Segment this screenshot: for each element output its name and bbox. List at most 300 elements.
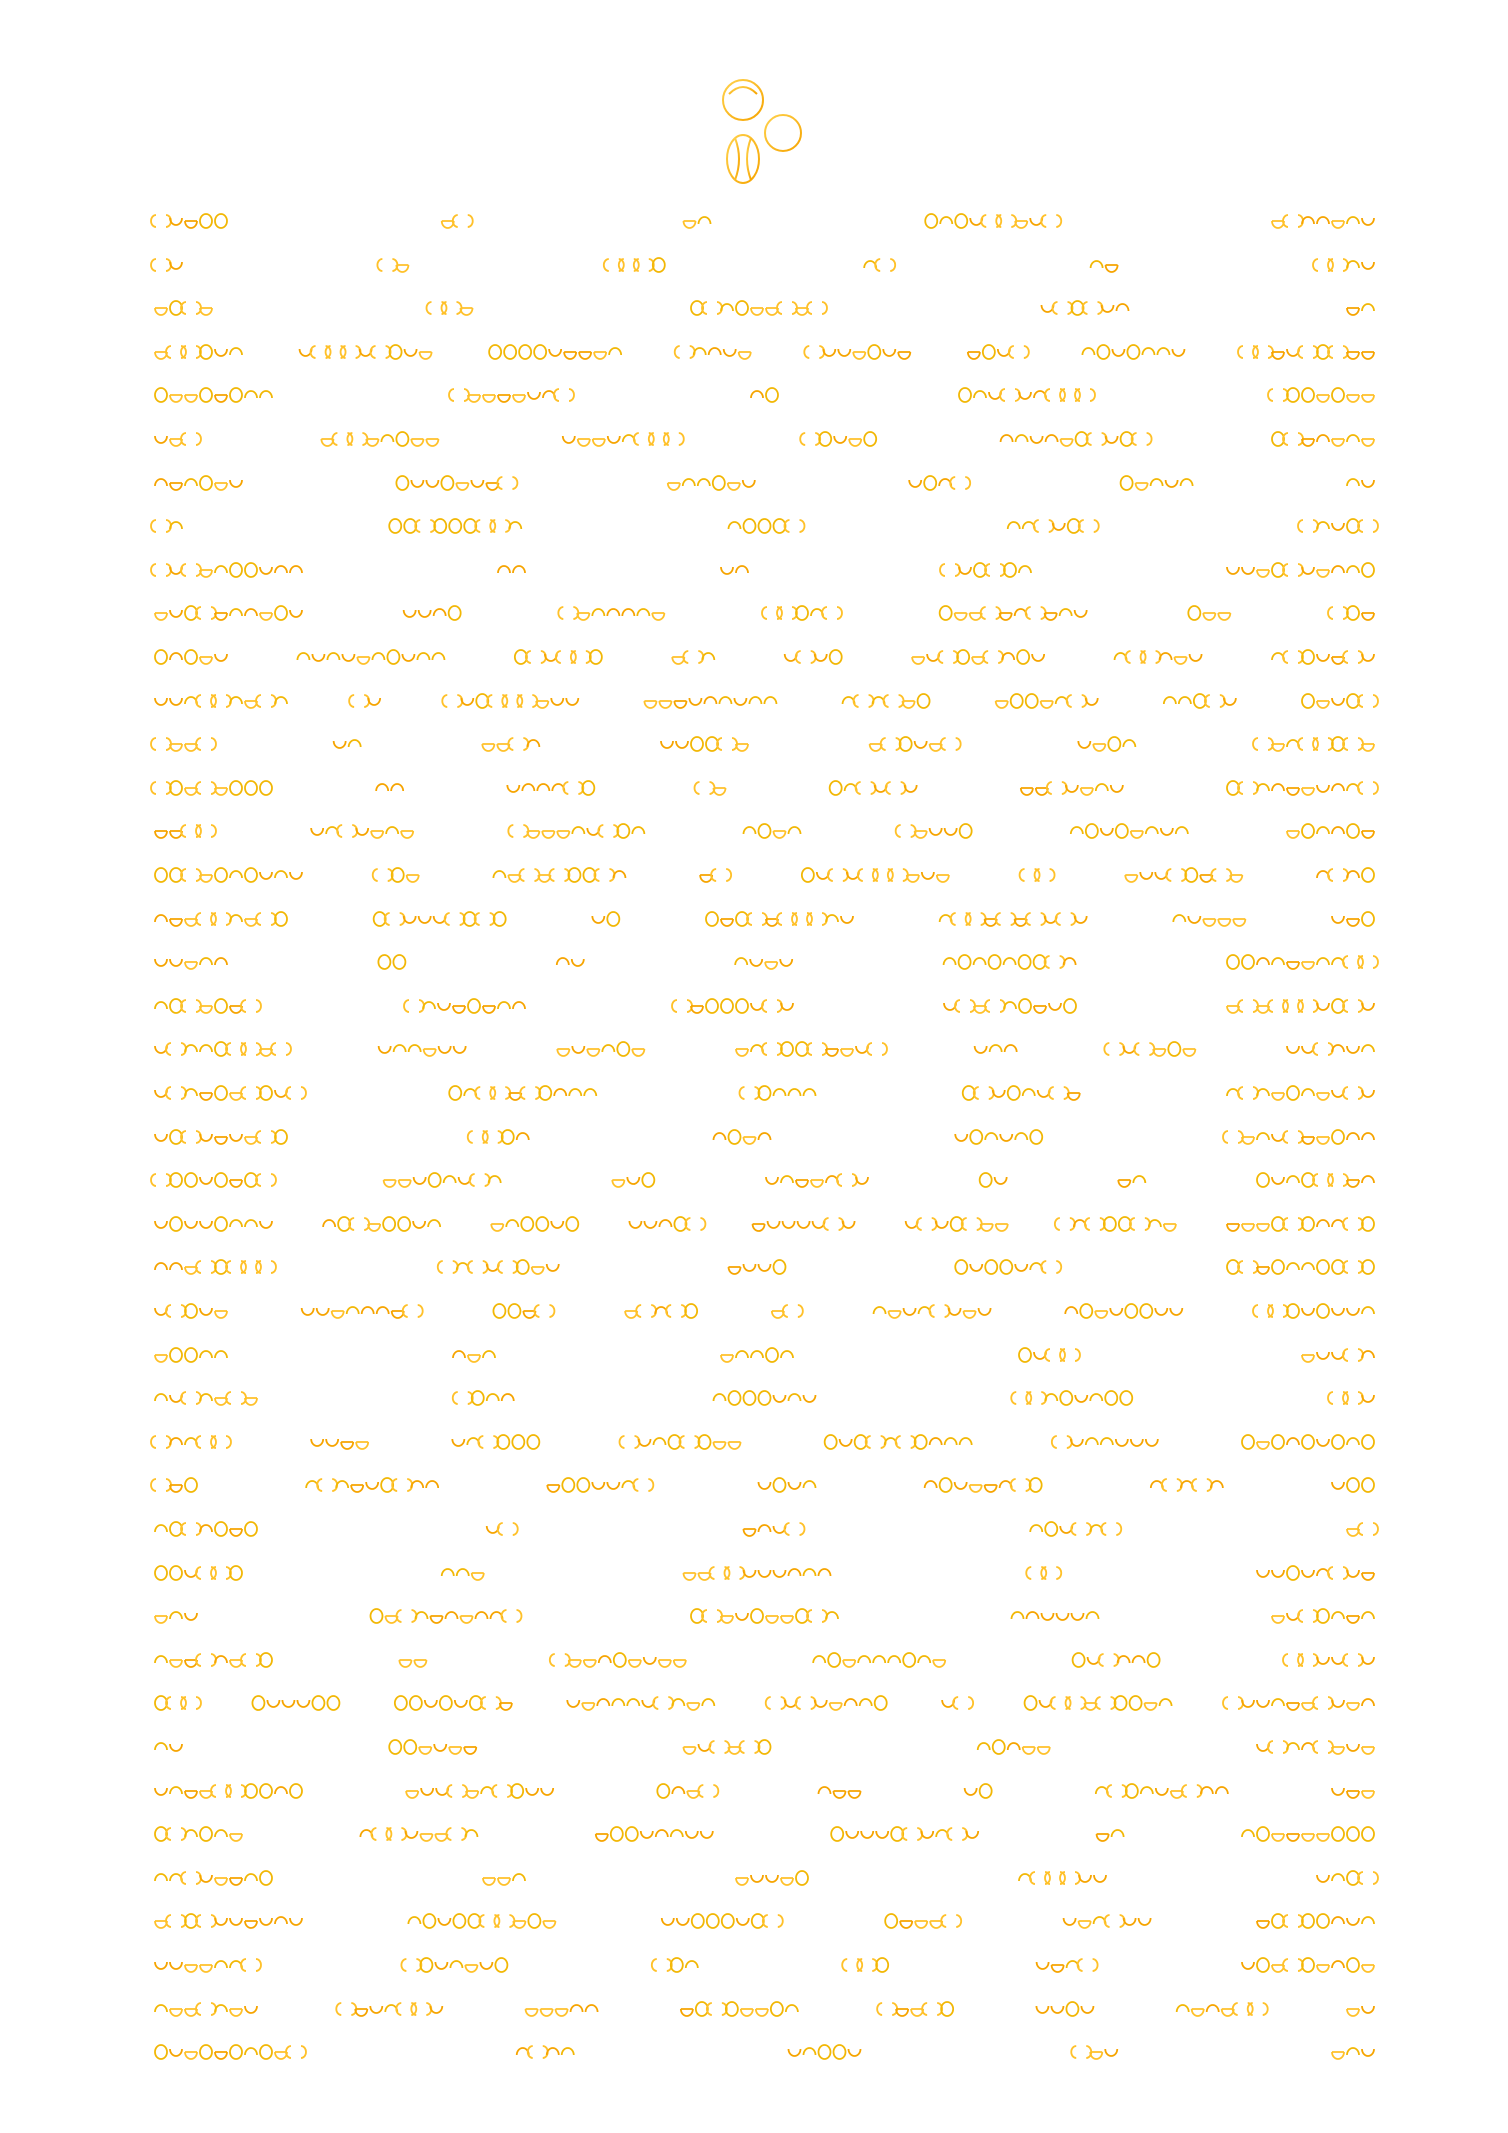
glyph-mark <box>744 1264 756 1271</box>
glyph-mark <box>736 1049 748 1056</box>
glyph-mark <box>980 1784 992 1798</box>
glyph-mark <box>1317 217 1329 224</box>
glyph-mark <box>200 1351 212 1358</box>
glyph-mark <box>981 607 1001 619</box>
glyph-mark <box>1078 741 1090 748</box>
glyph-mark <box>1298 346 1318 358</box>
glyph-mark <box>230 388 242 402</box>
glyph-mark <box>426 1481 438 1488</box>
glyph-mark <box>453 1392 473 1404</box>
glyph-mark <box>569 1089 581 1096</box>
glyph-mark <box>1036 2006 1048 2013</box>
glyph-mark <box>241 1654 261 1666</box>
glyph-mark <box>819 1787 831 1794</box>
glyph-mark <box>985 1000 1005 1012</box>
glyph-mark <box>230 1529 242 1536</box>
glyph-mark <box>1257 1173 1269 1187</box>
glyph-mark <box>804 346 824 358</box>
glyph-mark <box>837 1174 857 1186</box>
glyph-mark <box>1034 520 1054 532</box>
glyph-mark <box>498 1002 510 1009</box>
glyph-mark <box>1097 1834 1109 1841</box>
glyph-mark <box>825 1435 837 1449</box>
glyph-mark <box>1347 435 1359 442</box>
glyph-mark <box>200 1045 212 1052</box>
glyph-mark <box>439 1046 451 1053</box>
glyph-mark <box>391 784 403 791</box>
glyph-mark <box>789 1394 801 1401</box>
glyph-mark <box>587 1049 599 1056</box>
glyph-mark <box>155 479 167 486</box>
glyph-mark <box>471 480 483 487</box>
glyph-line <box>154 557 1376 583</box>
glyph-mark <box>151 1479 171 1491</box>
glyph-mark <box>632 1049 644 1056</box>
glyph-mark <box>753 1224 765 1231</box>
glyph-mark <box>438 1003 450 1010</box>
glyph-line <box>154 295 1376 321</box>
glyph-mark <box>735 958 747 965</box>
glyph-line <box>154 1429 1376 1455</box>
glyph-mark <box>966 1831 978 1838</box>
glyph-mark <box>297 653 309 660</box>
glyph-mark <box>922 872 934 879</box>
glyph-mark <box>1008 522 1020 529</box>
glyph-mark <box>661 741 673 748</box>
glyph-mark <box>1161 828 1173 835</box>
glyph-mark <box>1242 955 1254 969</box>
glyph-mark <box>1257 1442 1269 1449</box>
glyph-mark <box>1085 1218 1105 1230</box>
glyph-mark <box>170 483 182 490</box>
glyph-mark <box>1362 304 1374 311</box>
glyph-mark <box>542 831 554 838</box>
glyph-mark <box>1257 1827 1269 1841</box>
glyph-mark <box>241 1087 261 1099</box>
glyph-mark <box>759 1482 771 1489</box>
glyph-mark <box>1272 1616 1284 1623</box>
glyph-mark <box>737 1918 749 1925</box>
glyph-mark <box>611 1827 623 1841</box>
glyph-mark <box>215 1522 227 1536</box>
glyph-mark <box>170 1787 182 1794</box>
glyph-mark <box>1021 788 1033 795</box>
glyph-line <box>154 1560 1376 1586</box>
glyph-mark <box>875 1696 887 1710</box>
glyph-mark <box>644 1657 656 1664</box>
glyph-mark <box>925 1481 937 1488</box>
glyph-mark <box>1177 2005 1189 2012</box>
glyph-mark <box>389 1740 401 1754</box>
glyph-mark <box>1112 1830 1124 1837</box>
glyph-mark <box>1272 1699 1284 1706</box>
glyph-mark <box>267 1700 279 1707</box>
glyph-mark <box>751 1351 763 1358</box>
glyph-mark <box>736 566 748 573</box>
glyph-mark <box>840 1439 852 1446</box>
glyph-mark <box>185 1791 197 1798</box>
glyph-mark <box>1302 217 1314 224</box>
glyph-mark <box>405 1831 417 1838</box>
glyph-mark <box>714 1133 726 1140</box>
glyph-mark <box>1362 439 1374 446</box>
glyph-mark <box>1090 1394 1102 1401</box>
glyph-mark <box>747 913 767 925</box>
glyph-mark <box>960 824 972 838</box>
glyph-mark <box>215 1878 227 1885</box>
glyph-mark <box>410 1696 422 1710</box>
glyph-mark <box>729 1130 741 1144</box>
glyph-mark <box>383 1217 395 1231</box>
glyph-mark <box>613 871 625 878</box>
glyph-mark <box>271 1043 291 1055</box>
glyph-mark <box>941 738 961 750</box>
glyph-mark <box>230 1180 242 1187</box>
glyph-mark <box>215 654 227 661</box>
glyph-mark <box>702 1610 722 1622</box>
glyph-mark <box>414 1177 426 1184</box>
glyph-mark <box>398 1217 410 1231</box>
glyph-mark <box>1362 563 1374 577</box>
glyph-mark <box>275 1787 287 1794</box>
glyph-line <box>154 731 1376 757</box>
glyph-mark <box>873 1656 885 1663</box>
glyph-mark <box>596 1834 608 1841</box>
glyph-mark <box>498 1523 518 1535</box>
glyph-mark <box>417 653 429 660</box>
glyph-mark <box>861 1831 873 1838</box>
glyph-mark <box>155 831 167 838</box>
glyph-mark <box>1362 218 1374 225</box>
glyph-mark <box>1002 653 1014 660</box>
glyph-mark <box>1000 389 1020 401</box>
glyph-mark <box>196 782 216 794</box>
glyph-mark <box>181 564 201 576</box>
glyph-mark <box>409 1045 421 1052</box>
glyph-mark <box>674 1660 686 1667</box>
glyph-mark <box>155 915 167 922</box>
glyph-mark <box>151 1436 171 1448</box>
glyph-mark <box>1064 1918 1076 1925</box>
glyph-mark <box>170 1438 182 1445</box>
glyph-mark <box>789 827 801 834</box>
glyph-mark <box>366 1482 378 1489</box>
glyph-mark <box>170 1566 182 1580</box>
glyph-mark <box>389 519 401 533</box>
glyph-mark <box>399 1180 411 1187</box>
glyph-mark <box>1238 1261 1258 1273</box>
glyph-mark <box>245 868 257 882</box>
glyph-mark <box>830 1703 842 1710</box>
glyph-mark <box>1162 1479 1182 1491</box>
glyph-mark <box>884 695 904 707</box>
glyph-mark <box>940 606 952 620</box>
glyph-mark <box>404 610 416 617</box>
glyph-mark <box>260 2045 272 2059</box>
glyph-mark <box>1017 650 1029 664</box>
glyph-mark <box>1302 788 1314 795</box>
glyph-mark <box>170 522 182 529</box>
glyph-mark <box>1257 1921 1269 1928</box>
glyph-mark <box>1011 1479 1031 1491</box>
glyph-mark <box>781 1351 793 1358</box>
glyph-mark <box>1045 1522 1057 1536</box>
glyph-mark <box>1192 2009 1204 2016</box>
glyph-mark <box>572 827 584 834</box>
glyph-mark <box>1332 1874 1344 1881</box>
glyph-mark <box>1317 827 1329 834</box>
glyph-mark <box>815 1700 827 1707</box>
glyph-mark <box>1362 1478 1374 1492</box>
glyph-mark <box>849 439 861 446</box>
glyph-mark <box>900 1921 912 1928</box>
glyph-mark <box>245 781 257 795</box>
glyph-mark <box>1257 958 1269 965</box>
glyph-mark <box>551 698 563 705</box>
glyph-mark <box>807 1043 827 1055</box>
glyph-mark <box>1362 1791 1374 1798</box>
glyph-mark <box>686 1831 698 1838</box>
glyph-mark <box>592 1482 604 1489</box>
glyph-mark <box>868 345 880 359</box>
glyph-mark <box>783 1305 803 1317</box>
glyph-mark <box>744 519 756 533</box>
glyph-mark <box>652 613 664 620</box>
glyph-mark <box>686 1961 698 1968</box>
glyph-mark <box>260 1871 272 1885</box>
glyph-mark <box>1087 433 1107 445</box>
glyph-mark <box>1019 999 1031 1013</box>
glyph-mark <box>541 1788 553 1795</box>
glyph-mark <box>1287 1566 1299 1580</box>
glyph-mark <box>1071 2046 1091 2058</box>
glyph-mark <box>849 2049 861 2056</box>
glyph-mark <box>449 1747 461 1754</box>
glyph-mark <box>1317 1657 1329 1664</box>
glyph-mark <box>896 1436 916 1448</box>
glyph-mark <box>349 1218 369 1230</box>
glyph-mark <box>1049 1087 1069 1099</box>
glyph-mark <box>1317 785 1329 792</box>
glyph-mark <box>166 1087 186 1099</box>
glyph-mark <box>215 483 227 490</box>
glyph-mark <box>170 2049 182 2056</box>
glyph-mark <box>749 697 761 704</box>
glyph-mark <box>408 1917 420 1924</box>
glyph-mark <box>1332 916 1344 923</box>
glyph-mark <box>480 1962 492 1969</box>
glyph-mark <box>1362 1176 1374 1183</box>
glyph-mark <box>453 215 473 227</box>
glyph-mark <box>1362 912 1374 926</box>
glyph-mark <box>849 1791 861 1798</box>
glyph-mark <box>1086 698 1098 705</box>
glyph-line <box>154 1298 1376 1324</box>
glyph-mark <box>1097 345 1109 359</box>
glyph-mark <box>1066 785 1078 792</box>
glyph-mark <box>1287 1438 1299 1445</box>
glyph-mark <box>483 1351 495 1358</box>
glyph-mark <box>1032 654 1044 661</box>
glyph-mark <box>1146 1439 1158 1446</box>
glyph-mark <box>336 2003 356 2015</box>
glyph-line <box>154 949 1376 975</box>
glyph-mark <box>241 1000 261 1012</box>
glyph-mark <box>1257 1133 1269 1140</box>
glyph-mark <box>541 2009 553 2016</box>
glyph-mark <box>465 1830 477 1837</box>
glyph-mark <box>470 1174 490 1186</box>
glyph-mark <box>230 1134 242 1141</box>
glyph-mark <box>472 1573 484 1580</box>
glyph-mark <box>396 476 408 490</box>
glyph-line <box>154 208 1376 234</box>
glyph-mark <box>457 1569 469 1576</box>
glyph-mark <box>620 1436 640 1448</box>
glyph-mark <box>456 483 468 490</box>
glyph-mark <box>789 2049 801 2056</box>
glyph-mark <box>185 1830 197 1837</box>
glyph-mark <box>170 395 182 402</box>
glyph-line <box>154 470 1376 496</box>
glyph-mark <box>547 1264 559 1271</box>
glyph-line <box>154 688 1376 714</box>
glyph-mark <box>955 1260 967 1274</box>
glyph-mark <box>245 563 257 577</box>
glyph-mark <box>1332 1827 1344 1841</box>
glyph-line <box>154 1996 1376 2022</box>
glyph-mark <box>185 1045 197 1052</box>
glyph-mark <box>1049 1003 1061 1010</box>
glyph-mark <box>960 1438 972 1445</box>
glyph-mark <box>1358 1872 1378 1884</box>
glyph-mark <box>974 958 986 965</box>
glyph-mark <box>965 1788 977 1795</box>
glyph-mark <box>1242 1224 1254 1231</box>
glyph-mark <box>461 1616 473 1623</box>
glyph-mark <box>385 913 405 925</box>
glyph-mark <box>468 1261 488 1273</box>
glyph-mark <box>241 1959 261 1971</box>
glyph-mark <box>170 1348 182 1362</box>
glyph-mark <box>326 1439 338 1446</box>
glyph-mark <box>368 698 380 705</box>
glyph-mark <box>371 346 391 358</box>
glyph-mark <box>1253 738 1273 750</box>
glyph-mark <box>155 2005 167 2012</box>
glyph-mark <box>915 1921 927 1928</box>
glyph-mark <box>498 1261 518 1273</box>
glyph-mark <box>312 654 324 661</box>
glyph-mark <box>632 827 644 834</box>
glyph-mark <box>1317 1304 1329 1318</box>
glyph-line <box>154 1690 1376 1716</box>
glyph-mark <box>1358 782 1378 794</box>
glyph-mark <box>889 1311 901 1318</box>
glyph-mark <box>230 871 242 878</box>
glyph-mark <box>519 345 531 359</box>
glyph-mark <box>498 395 510 402</box>
glyph-mark <box>416 1612 428 1619</box>
glyph-mark <box>527 1435 539 1449</box>
glyph-mark <box>824 1218 844 1230</box>
glyph-mark <box>196 1915 216 1927</box>
glyph-mark <box>826 1612 838 1619</box>
glyph-mark <box>572 959 584 966</box>
glyph-mark <box>185 395 197 402</box>
glyph-mark <box>151 520 171 532</box>
glyph-mark <box>495 1958 507 1972</box>
glyph-mark <box>185 962 197 969</box>
glyph-mark <box>260 567 272 574</box>
glyph-mark <box>1079 520 1099 532</box>
glyph-mark <box>419 916 431 923</box>
glyph-mark <box>1179 697 1191 704</box>
glyph-mark <box>962 1218 982 1230</box>
glyph-mark <box>781 1176 793 1183</box>
glyph-mark <box>831 1827 843 1841</box>
glyph-line <box>154 1385 1376 1411</box>
glyph-mark <box>435 1962 447 1969</box>
glyph-mark <box>1313 1043 1333 1055</box>
glyph-mark <box>181 1523 201 1535</box>
glyph-mark <box>151 259 171 271</box>
glyph-mark <box>1071 827 1083 834</box>
glyph-mark <box>1317 654 1329 661</box>
glyph-mark <box>1055 1218 1075 1230</box>
glyph-mark <box>556 2009 568 2016</box>
glyph-mark <box>1272 784 1284 791</box>
glyph-mark <box>196 1261 216 1273</box>
glyph-mark <box>336 1481 348 1488</box>
glyph-mark <box>577 1478 589 1492</box>
glyph-mark <box>1332 1788 1344 1795</box>
glyph-mark <box>854 695 874 707</box>
glyph-mark <box>215 395 227 402</box>
glyph-mark <box>1283 564 1303 576</box>
glyph-mark <box>617 1042 629 1056</box>
glyph-mark <box>1072 1613 1084 1620</box>
glyph-mark <box>413 1221 425 1228</box>
glyph-mark <box>830 650 842 664</box>
glyph-line <box>154 339 1376 365</box>
glyph-mark <box>1026 694 1038 708</box>
glyph-mark <box>327 653 339 660</box>
glyph-mark <box>1182 1785 1202 1797</box>
glyph-mark <box>1175 657 1187 664</box>
glyph-mark <box>1317 1220 1329 1227</box>
glyph-mark <box>856 782 876 794</box>
glyph-mark <box>1091 261 1103 268</box>
glyph-mark <box>774 1260 786 1274</box>
glyph-mark <box>756 2009 768 2016</box>
glyph-mark <box>226 1392 246 1404</box>
glyph-mark <box>155 959 167 966</box>
glyph-mark <box>1347 1703 1359 1710</box>
glyph-mark <box>659 701 671 708</box>
glyph-mark <box>985 1133 997 1140</box>
glyph-mark <box>1000 1260 1012 1274</box>
glyph-mark <box>155 1566 167 1580</box>
glyph-mark <box>1019 1348 1031 1362</box>
glyph-mark <box>701 1831 713 1838</box>
glyph-mark <box>1347 2048 1359 2055</box>
glyph-mark <box>245 1522 257 1536</box>
glyph-mark <box>592 916 604 923</box>
glyph-mark <box>612 1699 624 1706</box>
glyph-mark <box>378 955 390 969</box>
glyph-mark <box>1117 304 1129 311</box>
